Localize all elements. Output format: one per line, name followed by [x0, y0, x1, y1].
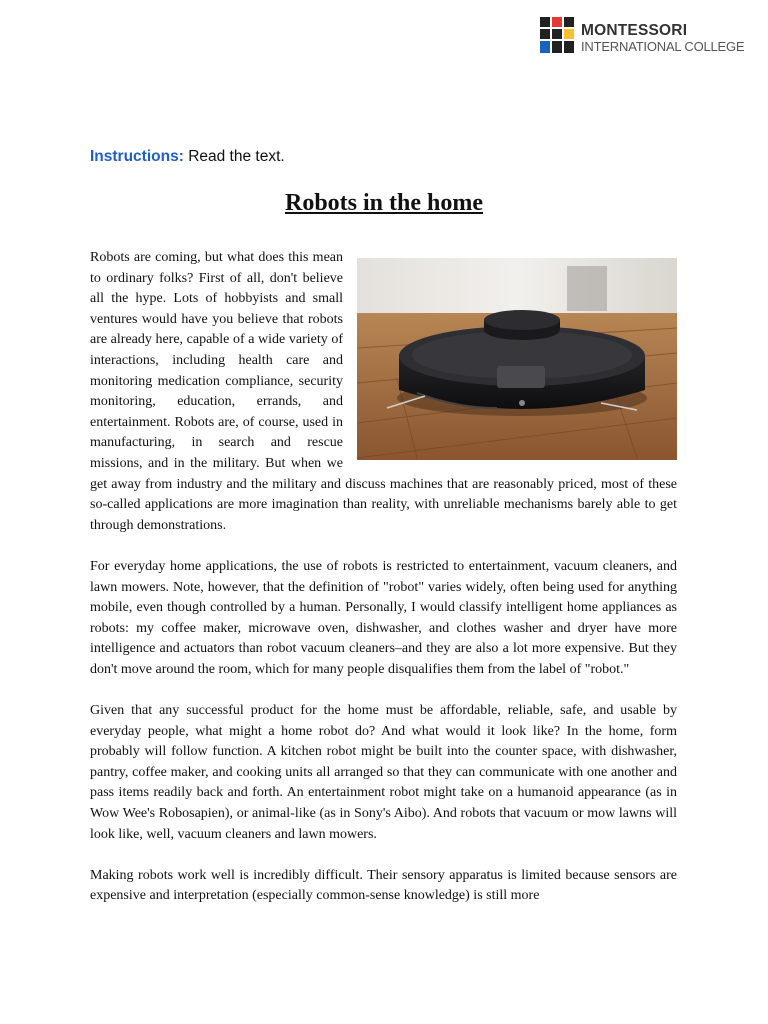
logo-name: MONTESSORI	[581, 22, 688, 39]
article-body	[90, 248, 677, 928]
instructions-label: Instructions:	[90, 148, 184, 165]
robot-vacuum-photo	[357, 258, 677, 460]
paragraph: Robots are coming, but what does this mean to ordinary folks? First of all, don't believe all the hype. Lots of hobbyists and small ventures would have you believe that robots are already here, capable of a wide variety of interactions, including health care and monitoring medication compliance, security monitoring, education, errands, and entertainment. Robots are, of course, used in manufacturing, in search and rescue missions, and in the military. But when we get away from industry and the military and discuss machines that are reasonably priced, most of these so-called applications are more imagination than reality, with unreliable mechanisms barely able to get through demonstrations.	[90, 250, 677, 533]
logo-subtitle: INTERNATIONAL COLLEGE	[581, 38, 745, 54]
paragraph: Given that any successful product for the home must be affordable, reliable, safe, and usable by everyday people, what might a home robot do? And what would it look like? In the home, form probably will follow function. A kitchen robot might be built into the counter space, with dishwasher, pantry, coffee maker, and cooking units all arranged so that they can communicate with one another and pass items readily back and forth. An entertainment robot might take on a humanoid appearance (as in Wow Wee's Robosapien), or animal-like (as in Sony's Aibo). And robots that vacuum or mow lawns will look like, well, vacuum cleaners and lawn mowers.	[90, 703, 677, 842]
instructions-text: Read the text.	[188, 148, 285, 165]
college-logo	[540, 17, 750, 57]
instructions-line	[90, 148, 285, 166]
article-title: Robots in the home	[284, 190, 483, 216]
logo-mark-icon	[540, 17, 574, 53]
paragraph: For everyday home applications, the use of robots is restricted to entertainment, vacuum cleaners, and lawn mowers. Note, however, that the definition of "robot" varies widely, often being used for anything mobile, even though controlled by a human. Personally, I would classify intelligent home appliances as robots: my coffee maker, microwave oven, dishwasher, and clothes washer and dryer have more intelligence and actuators than robot vacuum cleaners–and they are also a lot more expensive. But they don't move around the room, which for many people disqualifies them from the label of "robot."	[90, 558, 677, 677]
paragraph: Making robots work well is incredibly difficult. Their sensory apparatus is limited because sensors are expensive and interpretation (especially common-sense knowledge) is still more	[90, 867, 677, 904]
